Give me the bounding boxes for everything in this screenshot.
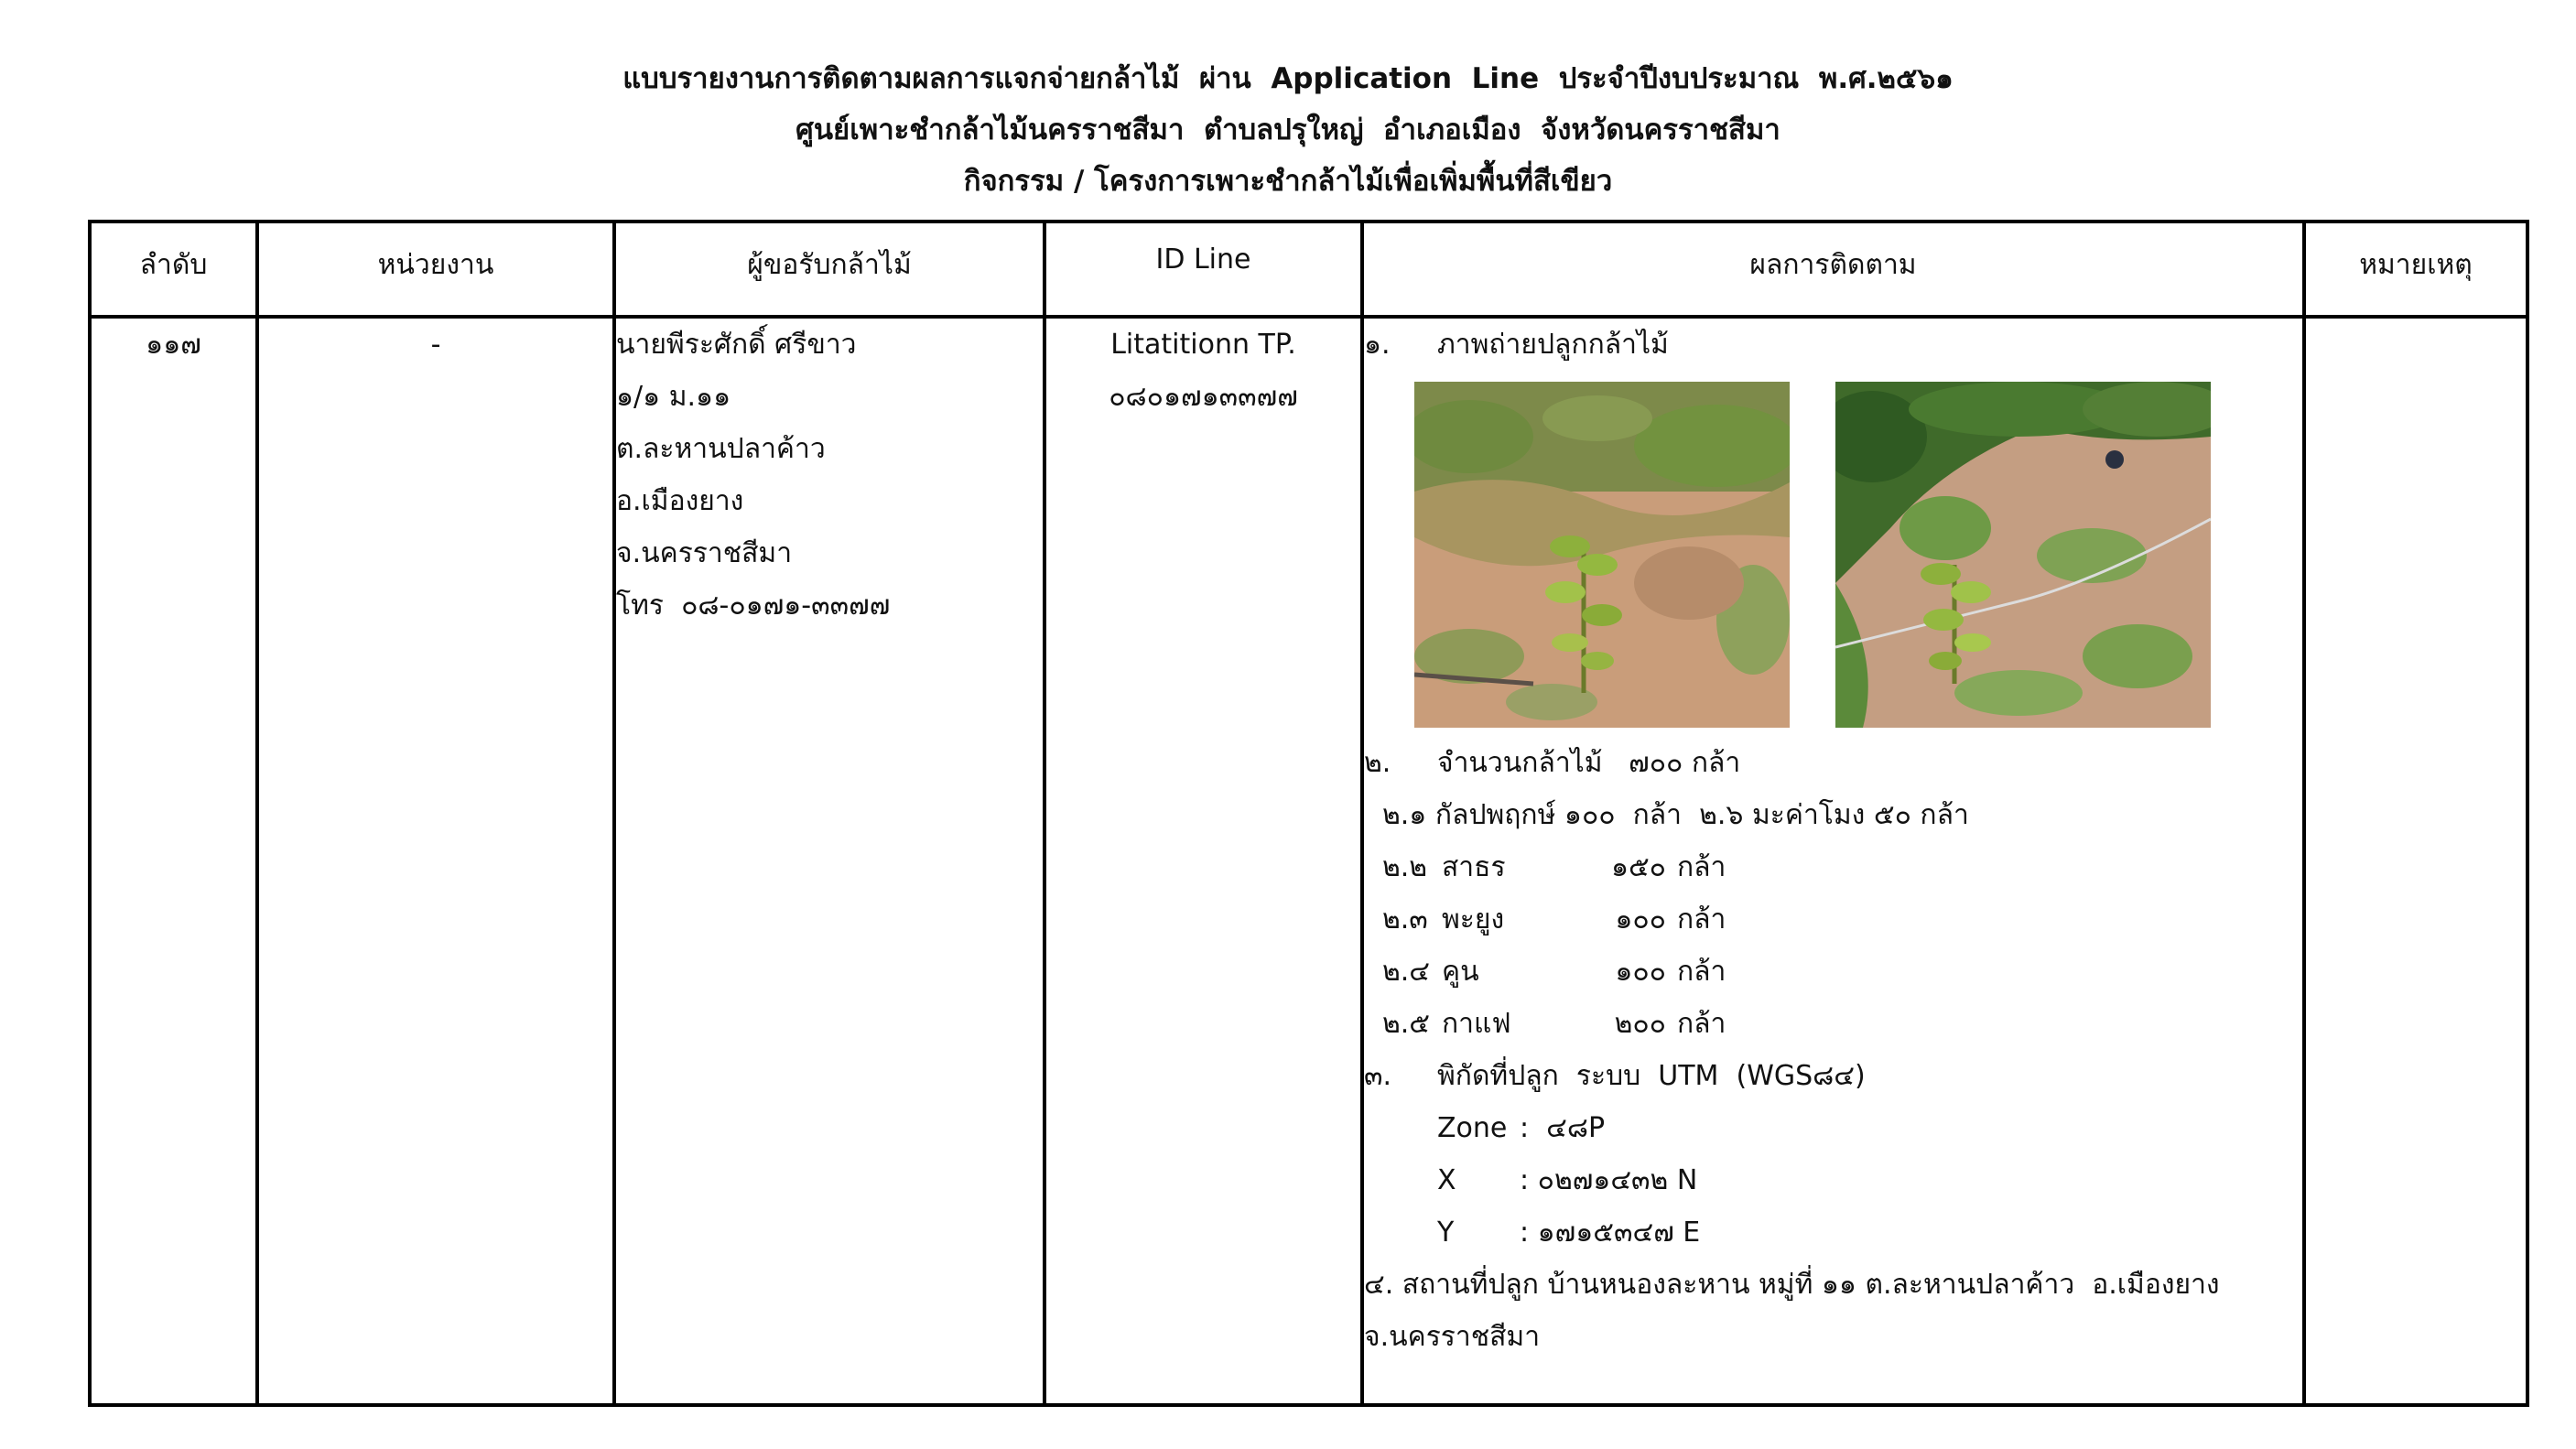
seedling-species: สาธร xyxy=(1442,851,1506,883)
coordinate-label: Zone xyxy=(1437,1112,1508,1144)
column-header-seq: ลำดับ xyxy=(90,222,257,317)
seedling-breakdown-text: ๒.๑ กัลปพฤกษ์ ๑๐๐ กล้า ๒.๖ มะค่าโมง ๕๐ กล้า xyxy=(1382,799,1969,831)
seedling-code: ๒.๓ xyxy=(1382,903,1428,935)
report-table xyxy=(88,220,2529,1407)
cell-result xyxy=(1362,317,2304,1405)
item-number: ๒. xyxy=(1364,747,1391,779)
column-header-remark: หมายเหตุ xyxy=(2304,222,2527,317)
recipient-address-district: อ.เมืองยาง xyxy=(616,485,744,517)
seedling-unit: กล้า xyxy=(1677,903,1726,935)
seedling-unit: กล้า xyxy=(1677,851,1726,883)
report-activity: กิจกรรม / โครงการเพาะชำกล้าไม้เพื่อเพิ่มพื้นที่สีเขียว xyxy=(963,165,1613,198)
id-line-number: ๐๘๐๑๗๑๓๓๗๗ xyxy=(1109,381,1298,413)
location-text: ๔. สถานที่ปลูก บ้านหนองละหาน หมู่ที่ ๑๑ ต.ละหานปลาค้าว อ.เมืองยาง xyxy=(1364,1269,2220,1301)
cell-seq xyxy=(90,317,257,1405)
location-text-cont: จ.นครราชสีมา xyxy=(1364,1321,1541,1353)
coordinate-label: X xyxy=(1437,1164,1456,1196)
report-header xyxy=(0,53,2576,207)
item-label: จำนวนกล้าไม้ ๗๐๐ กล้า xyxy=(1437,747,1741,779)
seedling-code: ๒.๔ xyxy=(1382,956,1431,988)
seedling-quantity: ๑๐๐ xyxy=(1615,956,1666,988)
list-item xyxy=(1364,893,2302,946)
result-item-coordinates xyxy=(1364,1050,2302,1102)
seedling-species: กาแฟ xyxy=(1442,1008,1511,1040)
item-label: พิกัดที่ปลูก ระบบ UTM (WGS๘๔) xyxy=(1437,1060,1866,1092)
recipient-address-house: ๑/๑ ม.๑๑ xyxy=(616,381,731,413)
seedling-code: ๒.๒ xyxy=(1382,851,1428,883)
result-item-location xyxy=(1364,1259,2302,1311)
column-header-id-line: ID Line xyxy=(1044,222,1362,317)
coordinate-y xyxy=(1364,1206,2302,1259)
list-item xyxy=(1364,946,2302,998)
coordinate-x xyxy=(1364,1154,2302,1206)
list-item xyxy=(1364,841,2302,893)
result-item-location-cont xyxy=(1364,1311,2302,1363)
report-center-name: ศูนย์เพาะชำกล้าไม้นครราชสีมา ตำบลปรุใหญ่ อำเภอเมือง จังหวัดนครราชสีมา xyxy=(796,114,1780,146)
result-item-photos xyxy=(1364,319,2302,371)
column-header-agency: หน่วยงาน xyxy=(257,222,614,317)
seq-number: ๑๑๗ xyxy=(146,329,201,361)
coordinate-value: : ๑๗๑๕๓๔๗ E xyxy=(1520,1217,1701,1249)
item-number: ๑. xyxy=(1364,329,1391,361)
seedling-unit: กล้า xyxy=(1677,1008,1726,1040)
cell-agency xyxy=(257,317,614,1405)
column-header-result: ผลการติดตาม xyxy=(1362,222,2304,317)
agency-value: - xyxy=(430,329,441,361)
planting-photo-1 xyxy=(1414,382,1790,728)
coordinate-value: : ๔๘P xyxy=(1520,1112,1606,1144)
recipient-phone: โทร ๐๘-๐๑๗๑-๓๓๗๗ xyxy=(616,589,891,622)
seedling-quantity: ๑๐๐ xyxy=(1615,903,1666,935)
item-number: ๓. xyxy=(1364,1060,1392,1092)
id-line-name: Litatitionn TP. xyxy=(1110,329,1296,361)
coordinate-zone xyxy=(1364,1102,2302,1154)
cell-remark xyxy=(2304,317,2527,1405)
list-item xyxy=(1364,998,2302,1050)
table-row xyxy=(90,317,2527,1405)
planting-photo-2 xyxy=(1835,382,2211,728)
seedling-code: ๒.๕ xyxy=(1382,1008,1431,1040)
item-label: ภาพถ่ายปลูกกล้าไม้ xyxy=(1437,329,1669,361)
planting-photos xyxy=(1414,382,2302,728)
seedling-quantity: ๒๐๐ xyxy=(1614,1008,1666,1040)
coordinate-label: Y xyxy=(1437,1217,1455,1249)
seedling-unit: กล้า xyxy=(1677,956,1726,988)
seedling-quantity: ๑๕๐ xyxy=(1610,851,1666,883)
seedling-breakdown-first xyxy=(1364,789,2302,841)
seedling-species: พะยูง xyxy=(1442,903,1505,935)
recipient-name: นายพีระศักดิ์ ศรีขาว xyxy=(616,329,857,361)
cell-recipient xyxy=(614,317,1044,1405)
cell-id-line xyxy=(1044,317,1362,1405)
result-item-quantity xyxy=(1364,737,2302,789)
table-header-row xyxy=(90,222,2527,317)
coordinate-value: : ๐๒๗๑๔๓๒ N xyxy=(1520,1164,1698,1196)
recipient-address-province: จ.นครราชสีมา xyxy=(616,537,793,569)
column-header-recipient: ผู้ขอรับกล้าไม้ xyxy=(614,222,1044,317)
report-title: แบบรายงานการติดตามผลการแจกจ่ายกล้าไม้ ผ่าน Application Line ประจำปีงบประมาณ พ.ศ.๒๕๖๑ xyxy=(622,62,1954,95)
recipient-address-subdistrict: ต.ละหานปลาค้าว xyxy=(616,433,826,465)
seedling-species: คูน xyxy=(1442,956,1479,988)
